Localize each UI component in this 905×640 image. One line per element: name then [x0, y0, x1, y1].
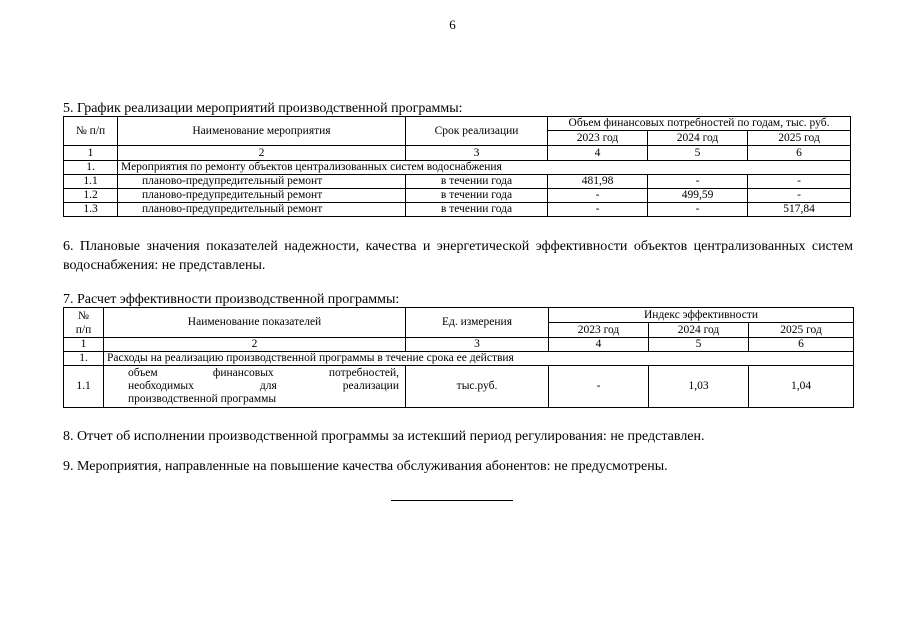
row-value-2024: -: [648, 175, 748, 189]
header-year-2025: 2025 год: [749, 323, 854, 338]
row-term: в течении года: [406, 175, 548, 189]
page-number: 6: [449, 17, 456, 32]
group-text: Расходы на реализацию производственной программы в течение срока ее действия: [104, 352, 854, 366]
col-number: 1: [64, 146, 118, 161]
row-term: в течении года: [406, 189, 548, 203]
row-value-2024: -: [648, 203, 748, 217]
table-row: [64, 189, 851, 203]
header-year-2023: 2023 год: [549, 323, 649, 338]
table-row: [64, 203, 851, 217]
header-term: Срок реализации: [406, 117, 548, 146]
col-number: 6: [749, 338, 854, 352]
col-number: 3: [406, 338, 549, 352]
row-name: планово-предупредительный ремонт: [118, 203, 406, 217]
row-value-2023: -: [549, 366, 649, 408]
header-year-2024: 2024 год: [649, 323, 749, 338]
col-number: 1: [64, 338, 104, 352]
row-value-2025: 517,84: [748, 203, 851, 217]
col-number: 4: [548, 146, 648, 161]
row-name: планово-предупредительный ремонт: [118, 175, 406, 189]
column-numbers-row: [64, 146, 851, 161]
row-value-2024: 1,03: [649, 366, 749, 408]
group-row: [64, 352, 854, 366]
header-unit: Ед. измерения: [406, 308, 549, 338]
row-name-line2: необходимых для реализации: [128, 380, 399, 392]
col-number: 5: [649, 338, 749, 352]
row-num: 1.1: [64, 175, 118, 189]
table-header-row: [64, 117, 851, 131]
row-value-2025: -: [748, 189, 851, 203]
row-name: планово-предупредительный ремонт: [118, 189, 406, 203]
closing-rule: [391, 500, 513, 501]
row-value-2024: 499,59: [648, 189, 748, 203]
row-unit: тыс.руб.: [406, 366, 549, 408]
header-num-line1: №: [78, 309, 89, 322]
col-number: 6: [748, 146, 851, 161]
row-name: [104, 366, 406, 408]
efficiency-table: [63, 307, 854, 408]
col-number: 2: [118, 146, 406, 161]
header-name: Наименование показателей: [104, 308, 406, 338]
group-num: 1.: [64, 352, 104, 366]
row-name-line3: производственной программы: [128, 393, 277, 405]
implementation-schedule-table: [63, 116, 851, 217]
header-num: [64, 308, 104, 338]
table-row: [64, 175, 851, 189]
row-value-2023: -: [548, 189, 648, 203]
row-value-2023: -: [548, 203, 648, 217]
row-value-2023: 481,98: [548, 175, 648, 189]
header-name: Наименование мероприятия: [118, 117, 406, 146]
header-volume: Объем финансовых потребностей по годам, тыс. руб.: [548, 117, 851, 131]
row-value-2025: 1,04: [749, 366, 854, 408]
section-7-heading: 7. Расчет эффективности производственной программы:: [63, 292, 400, 307]
row-num: 1.3: [64, 203, 118, 217]
header-num: № п/п: [64, 117, 118, 146]
section-5-heading: 5. График реализации мероприятий производственной программы:: [63, 101, 463, 116]
row-num: 1.2: [64, 189, 118, 203]
row-num: 1.1: [64, 366, 104, 408]
header-year-2025: 2025 год: [748, 131, 851, 146]
group-row: [64, 161, 851, 175]
table-row: [64, 366, 854, 408]
row-term: в течении года: [406, 203, 548, 217]
group-text: Мероприятия по ремонту объектов централизованных систем водоснабжения: [118, 161, 851, 175]
section-8-text: 8. Отчет об исполнении производственной программы за истекший период регулирования: не представлен.: [63, 429, 705, 444]
section-6-text: 6. Плановые значения показателей надежности, качества и энергетической эффективности объектов централизованных систем водоснабжения: не представлены.: [63, 239, 853, 273]
table-header-row: [64, 308, 854, 323]
col-number: 4: [549, 338, 649, 352]
group-num: 1.: [64, 161, 118, 175]
row-value-2025: -: [748, 175, 851, 189]
header-year-2023: 2023 год: [548, 131, 648, 146]
col-number: 5: [648, 146, 748, 161]
header-num-line2: п/п: [75, 323, 92, 336]
section-9-text: 9. Мероприятия, направленные на повышение качества обслуживания абонентов: не предусмотрены.: [63, 459, 668, 474]
row-name-line1: объем финансовых потребностей,: [128, 367, 399, 379]
header-year-2024: 2024 год: [648, 131, 748, 146]
col-number: 3: [406, 146, 548, 161]
col-number: 2: [104, 338, 406, 352]
header-index: Индекс эффективности: [549, 308, 854, 323]
column-numbers-row: [64, 338, 854, 352]
